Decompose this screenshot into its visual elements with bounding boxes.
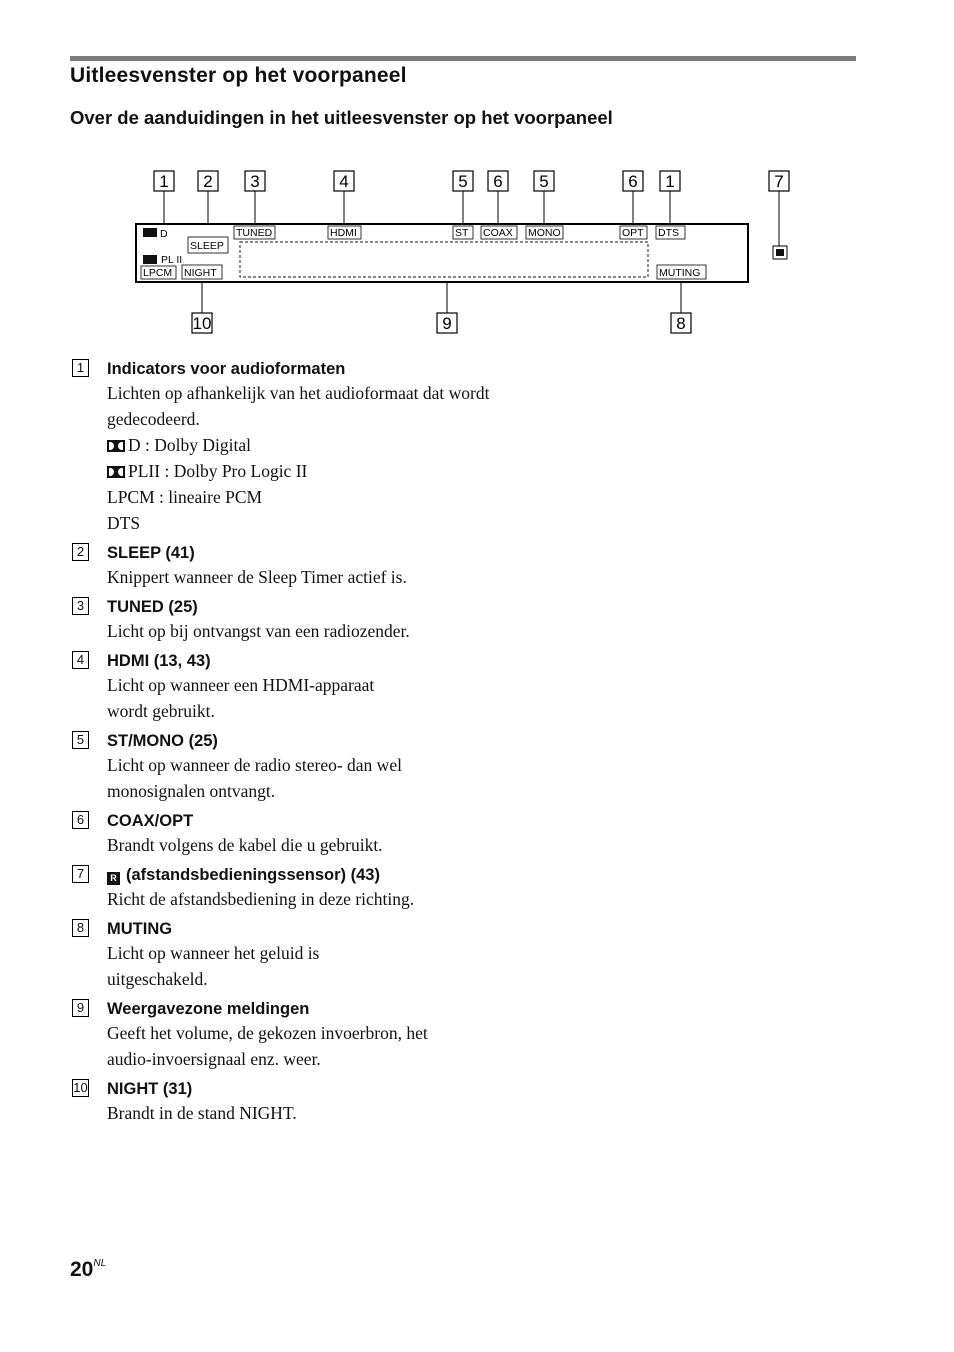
dts-indicator — [656, 226, 685, 239]
svg-text:DTS: DTS — [658, 227, 679, 239]
callout-top-2 — [198, 171, 218, 191]
language-code: NL — [93, 1258, 107, 1269]
item-title: COAX/OPT — [107, 812, 194, 830]
svg-text:HDMI: HDMI — [330, 227, 357, 239]
svg-text:5: 5 — [539, 172, 549, 191]
remote-sensor-icon: R — [107, 872, 120, 885]
svg-text:9: 9 — [442, 314, 452, 333]
callout-bottom-8 — [671, 313, 691, 333]
item-title: ST/MONO (25) — [107, 732, 218, 750]
list-item-7 — [70, 864, 490, 912]
callout-bottom-10 — [192, 313, 212, 333]
dolby-icon — [107, 440, 125, 452]
list-item-6 — [70, 810, 490, 858]
item-text: Brandt volgens de kabel die u gebruikt. — [107, 835, 383, 855]
header-rule — [70, 56, 856, 61]
list-item-3 — [70, 596, 490, 644]
section-title: Uitleesvenster op het voorpaneel — [70, 64, 407, 87]
svg-text:7: 7 — [774, 172, 784, 191]
item-text: Licht op wanneer het geluid is uitgeschakeld. — [107, 943, 320, 989]
item-title: SLEEP (41) — [107, 544, 195, 562]
item-title: Weergavezone meldingen — [107, 1000, 310, 1018]
svg-text:ST: ST — [455, 227, 469, 239]
coax-indicator — [481, 226, 517, 239]
list-item-4 — [70, 650, 490, 724]
item-text: D : Dolby Digital — [128, 435, 251, 455]
callout-top-1 — [154, 171, 174, 191]
svg-text:SLEEP: SLEEP — [190, 240, 224, 252]
front-panel-diagram — [0, 160, 954, 345]
item-text: Richt de afstandsbediening in deze richting. — [107, 889, 415, 909]
svg-text:D: D — [160, 228, 168, 240]
sleep-indicator — [188, 237, 228, 253]
item-number: 6 — [72, 811, 89, 829]
tuned-indicator — [234, 226, 275, 239]
item-title: Indicators voor audioformaten — [107, 360, 346, 378]
callout-top-1b — [660, 171, 680, 191]
svg-text:COAX: COAX — [483, 227, 513, 239]
st-indicator — [453, 226, 473, 239]
item-number: 2 — [72, 543, 89, 561]
callout-top-6a — [488, 171, 508, 191]
item-text: Licht op bij ontvangst van een radiozender. — [107, 621, 410, 641]
legend-list — [70, 358, 490, 1132]
list-item-5 — [70, 730, 490, 804]
dolby-icon — [107, 466, 125, 478]
item-number: 5 — [72, 731, 89, 749]
item-number: 8 — [72, 919, 89, 937]
list-item-8 — [70, 918, 490, 992]
svg-text:6: 6 — [628, 172, 638, 191]
list-item-2 — [70, 542, 490, 590]
callout-top-6b — [623, 171, 643, 191]
svg-text:10: 10 — [192, 314, 212, 333]
list-item-9 — [70, 998, 490, 1072]
svg-text:TUNED: TUNED — [236, 227, 273, 239]
item-text: PLII : Dolby Pro Logic II — [128, 461, 308, 481]
item-number: 10 — [73, 1080, 88, 1095]
muting-indicator — [657, 265, 706, 279]
list-item-10 — [70, 1078, 490, 1126]
svg-text:NIGHT: NIGHT — [184, 267, 217, 279]
svg-text:MUTING: MUTING — [659, 267, 701, 279]
item-text: Knippert wanneer de Sleep Timer actief is. — [107, 567, 407, 587]
item-number: 9 — [72, 999, 89, 1017]
callout-top-5b — [534, 171, 554, 191]
item-text: Geeft het volume, de gekozen invoerbron, het audio-invoersignaal enz. weer. — [107, 1023, 428, 1069]
callout-bottom-9 — [437, 313, 457, 333]
svg-text:1: 1 — [665, 172, 675, 191]
svg-text:6: 6 — [493, 172, 503, 191]
item-text: Brandt in de stand NIGHT. — [107, 1103, 297, 1123]
lpcm-indicator — [141, 266, 176, 279]
item-number: 1 — [72, 359, 89, 377]
item-number: 7 — [72, 865, 89, 883]
svg-text:1: 1 — [159, 172, 169, 191]
item-title: TUNED (25) — [107, 598, 198, 616]
callout-top-7 — [769, 171, 789, 191]
svg-text:2: 2 — [203, 172, 213, 191]
svg-text:MONO: MONO — [528, 227, 561, 239]
remote-sensor-icon — [773, 246, 787, 259]
callout-top-3 — [245, 171, 265, 191]
item-text: Lichten op afhankelijk van het audioformaat dat wordt gedecodeerd. — [107, 383, 490, 429]
item-title: NIGHT (31) — [107, 1080, 193, 1098]
item-text: LPCM : lineaire PCM — [107, 487, 263, 507]
callout-top-4 — [334, 171, 354, 191]
item-text: DTS — [107, 513, 141, 533]
opt-indicator — [620, 226, 647, 239]
svg-text:OPT: OPT — [622, 227, 644, 239]
item-text: Licht op wanneer een HDMI-apparaat wordt gebruikt. — [107, 675, 375, 721]
list-item-1 — [70, 358, 490, 536]
svg-text:5: 5 — [458, 172, 468, 191]
hdmi-indicator — [328, 226, 361, 239]
item-number: 3 — [72, 597, 89, 615]
item-text: Licht op wanneer de radio stereo- dan wel monosignalen ontvangt. — [107, 755, 402, 801]
item-title: HDMI (13, 43) — [107, 652, 211, 670]
item-title: (afstandsbedieningssensor) (43) — [126, 866, 380, 884]
svg-text:PL II: PL II — [161, 254, 183, 266]
item-title: MUTING — [107, 920, 173, 938]
item-number: 4 — [72, 651, 89, 669]
svg-text:LPCM: LPCM — [143, 267, 173, 279]
callout-top-5a — [453, 171, 473, 191]
night-indicator — [182, 265, 222, 279]
svg-text:8: 8 — [676, 314, 686, 333]
svg-text:4: 4 — [339, 172, 349, 191]
page-number: $20^{NL}$ — [70, 1258, 107, 1281]
mono-indicator — [526, 226, 563, 239]
svg-text:3: 3 — [250, 172, 260, 191]
section-subtitle: Over de aanduidingen in het uitleesvenster op het voorpaneel — [70, 107, 613, 128]
